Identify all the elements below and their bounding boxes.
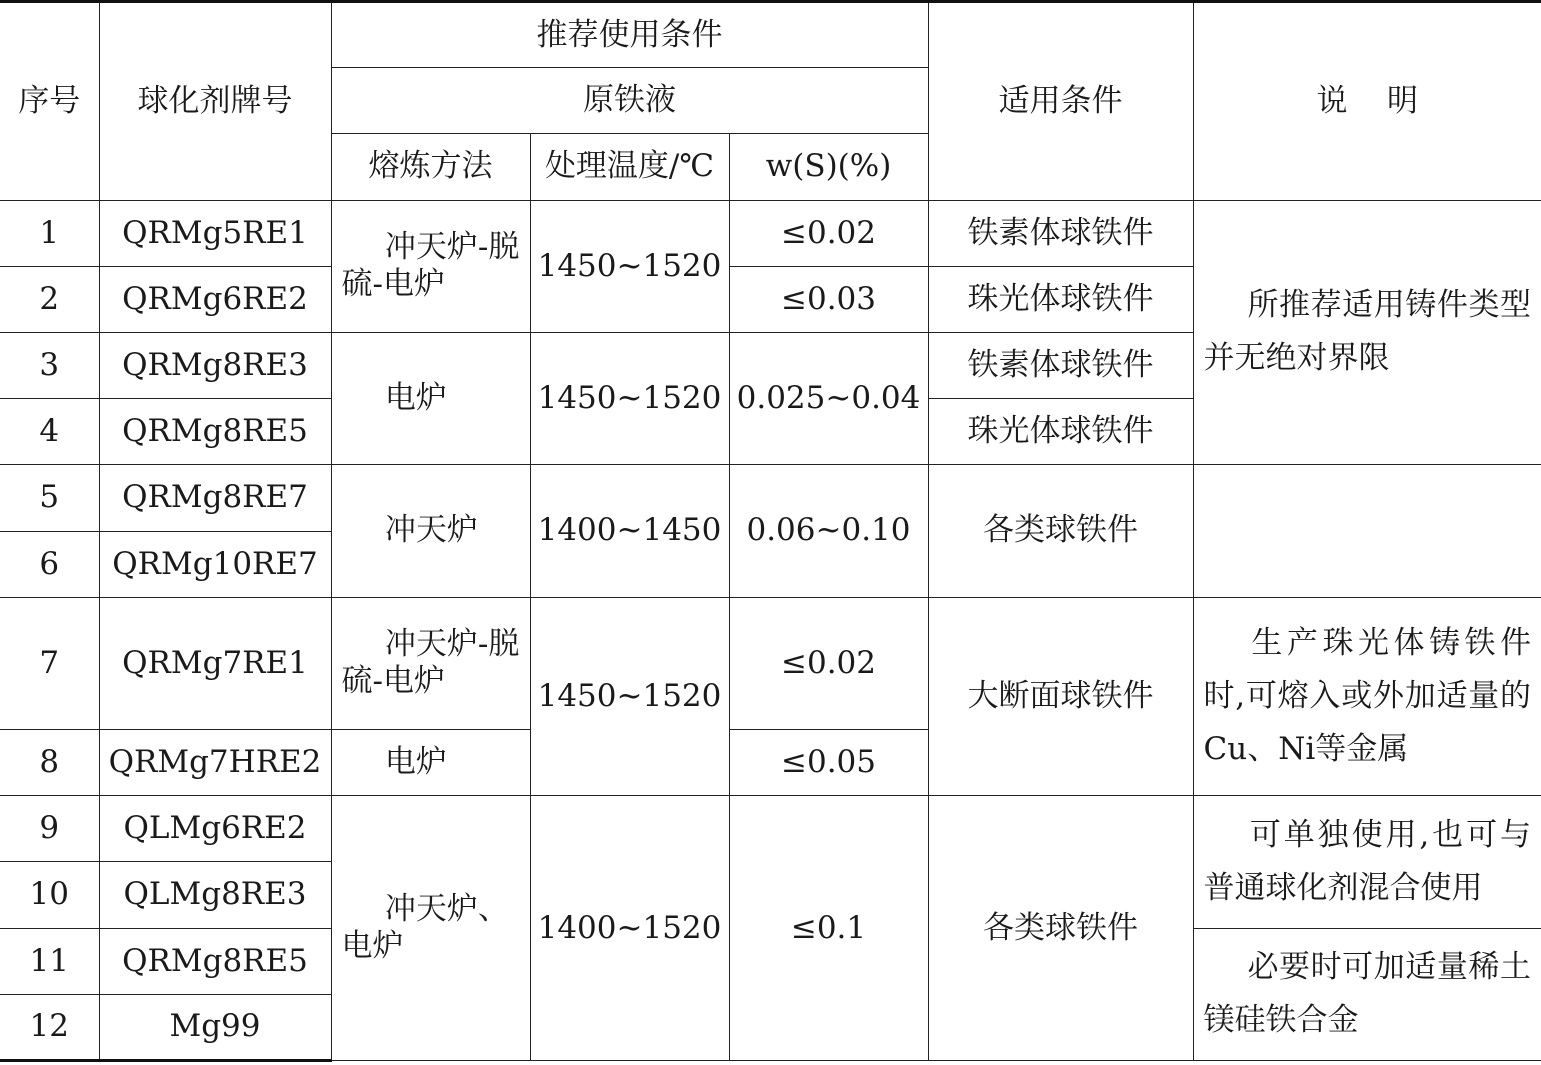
row-grade: Mg99 (99, 994, 331, 1060)
row-seq: 3 (0, 332, 99, 398)
row-grade: QRMg10RE7 (99, 531, 331, 597)
header-seq: 序号 (0, 2, 99, 201)
melting-method-text: 电炉 (384, 744, 447, 781)
sulfur-cell: ≤0.02 (729, 200, 928, 266)
applicable-cell: 铁素体球铁件 (928, 200, 1193, 266)
row-seq: 4 (0, 399, 99, 465)
row-grade: QRMg8RE5 (99, 399, 331, 465)
treat-temp-cell: 1450~1520 (530, 332, 729, 464)
header-applicable: 适用条件 (928, 2, 1193, 201)
sulfur-cell: ≤0.03 (729, 266, 928, 332)
notes-cell (1193, 796, 1541, 928)
melting-method-text: 冲天炉 (384, 512, 478, 549)
melting-method-text: 冲天炉-脱硫-电炉 (341, 626, 520, 700)
melting-method-cell (331, 730, 530, 796)
row-seq: 5 (0, 465, 99, 531)
header-treat-temp: 处理温度/℃ (530, 134, 729, 200)
row-seq: 9 (0, 796, 99, 862)
row-grade: QRMg7HRE2 (99, 730, 331, 796)
header-notes: 说 明 (1193, 2, 1541, 201)
header-recommended: 推荐使用条件 (331, 2, 928, 68)
row-seq: 7 (0, 597, 99, 729)
treat-temp-cell: 1450~1520 (530, 597, 729, 796)
applicable-cell: 各类球铁件 (928, 465, 1193, 597)
treat-temp-cell: 1400~1520 (530, 796, 729, 1061)
melting-method-text: 电炉 (384, 380, 447, 417)
row-seq: 8 (0, 730, 99, 796)
melting-method-cell (331, 332, 530, 464)
header-grade: 球化剂牌号 (99, 2, 331, 201)
notes-text: 所推荐适用铸件类型并无绝对界限 (1203, 287, 1532, 377)
row-seq: 12 (0, 994, 99, 1060)
row-grade: QRMg8RE5 (99, 928, 331, 994)
header-melting-method: 熔炼方法 (331, 134, 530, 200)
applicable-cell: 珠光体球铁件 (928, 266, 1193, 332)
row-grade: QRMg8RE7 (99, 465, 331, 531)
row-grade: QRMg8RE3 (99, 332, 331, 398)
applicable-cell: 珠光体球铁件 (928, 399, 1193, 465)
row-grade: QRMg6RE2 (99, 266, 331, 332)
row-grade: QRMg7RE1 (99, 597, 331, 729)
notes-text: 必要时可加适量稀土镁硅铁合金 (1203, 949, 1532, 1039)
notes-text: 生产珠光体铸铁件时,可熔入或外加适量的Cu、Ni等金属 (1203, 624, 1532, 768)
notes-cell (1193, 200, 1541, 465)
row-seq: 2 (0, 266, 99, 332)
row-seq: 1 (0, 200, 99, 266)
sulfur-cell: ≤0.05 (729, 730, 928, 796)
row-grade: QLMg6RE2 (99, 796, 331, 862)
applicable-cell: 铁素体球铁件 (928, 332, 1193, 398)
sulfur-cell: 0.06~0.10 (729, 465, 928, 597)
notes-cell (1193, 928, 1541, 1060)
applicable-cell: 各类球铁件 (928, 796, 1193, 1061)
melting-method-text: 冲天炉、电炉 (341, 890, 509, 965)
applicable-cell: 大断面球铁件 (928, 597, 1193, 796)
sulfur-cell: ≤0.1 (729, 796, 928, 1061)
melting-method-cell (331, 597, 530, 729)
notes-cell-empty (1193, 465, 1541, 597)
row-grade: QLMg8RE3 (99, 862, 331, 928)
row-grade: QRMg5RE1 (99, 200, 331, 266)
row-seq: 10 (0, 862, 99, 928)
row-seq: 11 (0, 928, 99, 994)
treat-temp-cell: 1400~1450 (530, 465, 729, 597)
melting-method-text: 冲天炉-脱硫-电炉 (341, 229, 520, 303)
header-sulfur: w(S)(%) (729, 134, 928, 200)
notes-cell (1193, 597, 1541, 796)
header-molten-iron: 原铁液 (331, 68, 928, 134)
melting-method-cell (331, 200, 530, 332)
sulfur-cell: ≤0.02 (729, 597, 928, 729)
sulfur-cell: 0.025~0.04 (729, 332, 928, 464)
treat-temp-cell: 1450~1520 (530, 200, 729, 332)
melting-method-cell (331, 796, 530, 1061)
row-seq: 6 (0, 531, 99, 597)
melting-method-cell (331, 465, 530, 597)
notes-text: 可单独使用,也可与普通球化剂混合使用 (1203, 816, 1532, 906)
